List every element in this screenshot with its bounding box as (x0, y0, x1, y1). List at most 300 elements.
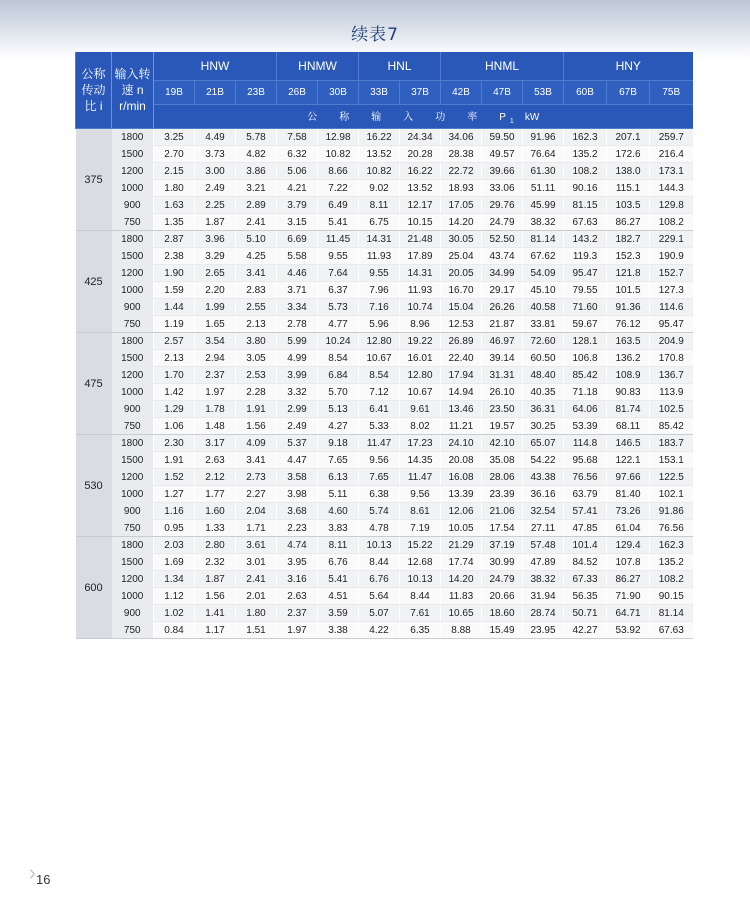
power-value-cell: 2.13 (154, 350, 195, 367)
power-value-cell: 12.53 (441, 316, 482, 333)
power-value-cell: 10.13 (400, 571, 441, 588)
power-value-cell: 2.49 (277, 418, 318, 435)
speed-cell: 1800 (112, 333, 154, 350)
power-value-cell: 1.12 (154, 588, 195, 605)
power-value-cell: 2.83 (236, 282, 277, 299)
table-row (76, 299, 693, 316)
power-value-cell: 4.77 (318, 316, 359, 333)
speed-cell: 1200 (112, 367, 154, 384)
table-row (76, 520, 693, 537)
power-value-cell: 86.27 (607, 214, 650, 231)
power-value-cell: 16.01 (400, 350, 441, 367)
size-header: 37B (400, 81, 441, 105)
table-row (76, 350, 693, 367)
table-row (76, 265, 693, 282)
power-value-cell: 6.69 (277, 231, 318, 248)
power-value-cell: 29.17 (482, 282, 523, 299)
power-value-cell: 2.12 (195, 469, 236, 486)
power-value-cell: 162.3 (650, 537, 693, 554)
power-value-cell: 39.14 (482, 350, 523, 367)
power-value-cell: 2.41 (236, 214, 277, 231)
power-value-cell: 23.50 (482, 401, 523, 418)
power-value-cell: 1.97 (195, 384, 236, 401)
power-value-cell: 3.41 (236, 452, 277, 469)
power-value-cell: 1.56 (195, 588, 236, 605)
power-value-cell: 23.39 (482, 486, 523, 503)
power-value-cell: 14.94 (441, 384, 482, 401)
power-value-cell: 8.54 (318, 350, 359, 367)
power-value-cell: 1.71 (236, 520, 277, 537)
speed-cell: 1800 (112, 435, 154, 452)
power-value-cell: 12.06 (441, 503, 482, 520)
power-value-cell: 5.13 (318, 401, 359, 418)
power-value-cell: 1.41 (195, 605, 236, 622)
table-row (76, 384, 693, 401)
power-value-cell: 7.12 (359, 384, 400, 401)
power-value-cell: 32.54 (523, 503, 564, 520)
power-value-cell: 3.83 (318, 520, 359, 537)
ratio-cell: 425 (76, 231, 112, 333)
power-value-cell: 2.89 (236, 197, 277, 214)
power-value-cell: 59.67 (564, 316, 607, 333)
power-value-cell: 57.48 (523, 537, 564, 554)
power-value-cell: 2.28 (236, 384, 277, 401)
ratio-cell: 375 (76, 129, 112, 231)
speed-cell: 1200 (112, 571, 154, 588)
power-value-cell: 17.74 (441, 554, 482, 571)
power-value-cell: 50.71 (564, 605, 607, 622)
speed-cell: 900 (112, 605, 154, 622)
power-value-cell: 1.91 (236, 401, 277, 418)
power-value-cell: 1.99 (195, 299, 236, 316)
power-value-cell: 4.22 (359, 622, 400, 639)
speed-cell: 1800 (112, 129, 154, 146)
power-value-cell: 37.19 (482, 537, 523, 554)
power-value-cell: 85.42 (564, 367, 607, 384)
power-value-cell: 5.37 (277, 435, 318, 452)
power-value-cell: 3.68 (277, 503, 318, 520)
power-value-cell: 2.38 (154, 248, 195, 265)
speed-cell: 1500 (112, 350, 154, 367)
power-value-cell: 4.47 (277, 452, 318, 469)
power-value-cell: 54.22 (523, 452, 564, 469)
series-header-hnml: HNML (441, 52, 564, 81)
power-value-cell: 14.20 (441, 214, 482, 231)
power-value-cell: 36.16 (523, 486, 564, 503)
table-row (76, 571, 693, 588)
power-value-cell: 2.55 (236, 299, 277, 316)
power-value-cell: 53.92 (607, 622, 650, 639)
power-value-cell: 135.2 (650, 554, 693, 571)
ratio-cell: 475 (76, 333, 112, 435)
power-value-cell: 29.76 (482, 197, 523, 214)
power-value-cell: 17.94 (441, 367, 482, 384)
power-value-cell: 30.25 (523, 418, 564, 435)
table-row (76, 418, 693, 435)
power-value-cell: 67.33 (564, 571, 607, 588)
power-value-cell: 10.65 (441, 605, 482, 622)
power-value-cell: 3.38 (318, 622, 359, 639)
power-value-cell: 10.15 (400, 214, 441, 231)
power-value-cell: 1.63 (154, 197, 195, 214)
power-value-cell: 8.88 (441, 622, 482, 639)
power-rating-table (75, 52, 693, 639)
power-value-cell: 3.61 (236, 537, 277, 554)
power-value-cell: 2.94 (195, 350, 236, 367)
power-value-cell: 106.8 (564, 350, 607, 367)
table-row (76, 333, 693, 350)
power-value-cell: 114.6 (650, 299, 693, 316)
power-value-cell: 26.89 (441, 333, 482, 350)
power-value-cell: 22.40 (441, 350, 482, 367)
speed-cell: 1000 (112, 282, 154, 299)
power-value-cell: 40.58 (523, 299, 564, 316)
power-value-cell: 10.24 (318, 333, 359, 350)
power-value-cell: 5.33 (359, 418, 400, 435)
power-value-cell: 2.78 (277, 316, 318, 333)
table-row (76, 537, 693, 554)
power-value-cell: 3.34 (277, 299, 318, 316)
power-value-cell: 1.90 (154, 265, 195, 282)
power-value-cell: 76.56 (650, 520, 693, 537)
table-row (76, 401, 693, 418)
power-value-cell: 54.09 (523, 265, 564, 282)
power-value-cell: 152.3 (607, 248, 650, 265)
size-header: 33B (359, 81, 400, 105)
power-value-cell: 3.96 (195, 231, 236, 248)
power-value-cell: 190.9 (650, 248, 693, 265)
power-value-cell: 16.08 (441, 469, 482, 486)
speed-cell: 900 (112, 197, 154, 214)
power-value-cell: 38.32 (523, 214, 564, 231)
power-value-cell: 8.96 (400, 316, 441, 333)
power-value-cell: 68.11 (607, 418, 650, 435)
power-value-cell: 24.10 (441, 435, 482, 452)
power-value-cell: 1.70 (154, 367, 195, 384)
speed-cell: 750 (112, 622, 154, 639)
power-value-cell: 7.64 (318, 265, 359, 282)
power-value-cell: 30.05 (441, 231, 482, 248)
power-value-cell: 119.3 (564, 248, 607, 265)
power-value-cell: 91.36 (607, 299, 650, 316)
unit-char: 称 (339, 112, 350, 123)
power-value-cell: 172.6 (607, 146, 650, 163)
power-value-cell: 2.99 (277, 401, 318, 418)
power-value-cell: 76.12 (607, 316, 650, 333)
speed-cell: 1200 (112, 163, 154, 180)
power-value-cell: 207.1 (607, 129, 650, 146)
power-value-cell: 24.34 (400, 129, 441, 146)
power-value-cell: 107.8 (607, 554, 650, 571)
size-header: 19B (154, 81, 195, 105)
power-value-cell: 6.38 (359, 486, 400, 503)
power-value-cell: 65.07 (523, 435, 564, 452)
power-value-cell: 27.11 (523, 520, 564, 537)
power-value-cell: 16.22 (359, 129, 400, 146)
power-value-cell: 135.2 (564, 146, 607, 163)
size-header: 60B (564, 81, 607, 105)
power-value-cell: 182.7 (607, 231, 650, 248)
power-value-cell: 102.1 (650, 486, 693, 503)
power-value-cell: 9.56 (400, 486, 441, 503)
power-value-cell: 33.06 (482, 180, 523, 197)
power-value-cell: 3.54 (195, 333, 236, 350)
power-value-cell: 5.99 (277, 333, 318, 350)
power-value-cell: 5.10 (236, 231, 277, 248)
power-value-cell: 7.65 (318, 452, 359, 469)
power-value-cell: 1.69 (154, 554, 195, 571)
power-value-cell: 146.5 (607, 435, 650, 452)
power-value-cell: 81.40 (607, 486, 650, 503)
table-row (76, 248, 693, 265)
power-value-cell: 2.23 (277, 520, 318, 537)
power-value-cell: 17.23 (400, 435, 441, 452)
power-value-cell: 91.96 (523, 129, 564, 146)
power-value-cell: 143.2 (564, 231, 607, 248)
power-value-cell: 127.3 (650, 282, 693, 299)
power-value-cell: 2.37 (195, 367, 236, 384)
speed-cell: 1500 (112, 146, 154, 163)
power-value-cell: 3.05 (236, 350, 277, 367)
power-value-cell: 1.42 (154, 384, 195, 401)
power-value-cell: 3.25 (154, 129, 195, 146)
power-value-cell: 95.47 (650, 316, 693, 333)
power-value-cell: 3.41 (236, 265, 277, 282)
series-header-hnl: HNL (359, 52, 441, 81)
power-value-cell: 2.49 (195, 180, 236, 197)
power-value-cell: 1.19 (154, 316, 195, 333)
size-header: 75B (650, 81, 693, 105)
power-value-cell: 73.26 (607, 503, 650, 520)
power-value-cell: 2.65 (195, 265, 236, 282)
power-value-cell: 3.98 (277, 486, 318, 503)
table-row (76, 282, 693, 299)
unit-char: kW (524, 112, 540, 123)
power-value-cell: 38.32 (523, 571, 564, 588)
power-value-cell: 19.22 (400, 333, 441, 350)
power-value-cell: 31.31 (482, 367, 523, 384)
power-value-cell: 81.15 (564, 197, 607, 214)
page-number: 16 (36, 872, 51, 887)
power-value-cell: 138.0 (607, 163, 650, 180)
table-row (76, 231, 693, 248)
power-value-cell: 63.79 (564, 486, 607, 503)
power-value-cell: 2.03 (154, 537, 195, 554)
table-row (76, 129, 693, 146)
power-value-cell: 5.41 (318, 571, 359, 588)
power-value-cell: 2.80 (195, 537, 236, 554)
power-value-cell: 5.96 (359, 316, 400, 333)
power-value-cell: 56.35 (564, 588, 607, 605)
power-value-cell: 16.22 (400, 163, 441, 180)
power-value-cell: 14.31 (359, 231, 400, 248)
power-value-cell: 162.3 (564, 129, 607, 146)
power-value-cell: 13.52 (359, 146, 400, 163)
speed-cell: 1200 (112, 265, 154, 282)
power-value-cell: 1.65 (195, 316, 236, 333)
power-value-cell: 34.99 (482, 265, 523, 282)
power-value-cell: 85.42 (650, 418, 693, 435)
table-row (76, 146, 693, 163)
power-value-cell: 11.47 (359, 435, 400, 452)
power-value-cell: 3.16 (277, 571, 318, 588)
unit-char: 率 (467, 112, 478, 123)
power-value-cell: 18.93 (441, 180, 482, 197)
power-value-cell: 6.84 (318, 367, 359, 384)
unit-char: 入 (403, 112, 414, 123)
ratio-column-header: 公称 传动 比 i (76, 52, 112, 129)
speed-cell: 1000 (112, 384, 154, 401)
power-value-cell: 10.67 (400, 384, 441, 401)
power-value-cell: 2.70 (154, 146, 195, 163)
power-value-cell: 2.32 (195, 554, 236, 571)
power-value-cell: 12.80 (359, 333, 400, 350)
power-value-cell: 20.66 (482, 588, 523, 605)
power-value-cell: 2.63 (195, 452, 236, 469)
speed-cell: 1000 (112, 588, 154, 605)
power-value-cell: 71.60 (564, 299, 607, 316)
power-value-cell: 45.10 (523, 282, 564, 299)
power-value-cell: 23.95 (523, 622, 564, 639)
power-value-cell: 7.19 (400, 520, 441, 537)
power-value-cell: 12.80 (400, 367, 441, 384)
power-value-cell: 67.62 (523, 248, 564, 265)
unit-char: P (499, 112, 506, 123)
power-value-cell: 3.21 (236, 180, 277, 197)
power-value-cell: 1.91 (154, 452, 195, 469)
power-value-cell: 46.97 (482, 333, 523, 350)
power-value-cell: 42.27 (564, 622, 607, 639)
power-value-cell: 5.70 (318, 384, 359, 401)
power-value-cell: 4.46 (277, 265, 318, 282)
size-header: 67B (607, 81, 650, 105)
power-value-cell: 9.56 (359, 452, 400, 469)
table-row (76, 469, 693, 486)
speed-cell: 1200 (112, 469, 154, 486)
power-value-cell: 64.06 (564, 401, 607, 418)
power-value-cell: 26.10 (482, 384, 523, 401)
power-value-cell: 2.20 (195, 282, 236, 299)
power-value-cell: 43.74 (482, 248, 523, 265)
size-header: 21B (195, 81, 236, 105)
power-value-cell: 45.99 (523, 197, 564, 214)
power-value-cell: 1.17 (195, 622, 236, 639)
power-value-cell: 47.85 (564, 520, 607, 537)
power-value-cell: 3.73 (195, 146, 236, 163)
power-value-cell: 8.44 (359, 554, 400, 571)
power-value-cell: 33.81 (523, 316, 564, 333)
table-row (76, 316, 693, 333)
unit-char: 输 (371, 112, 382, 123)
power-value-cell: 7.58 (277, 129, 318, 146)
power-value-cell: 1.52 (154, 469, 195, 486)
power-value-cell: 4.82 (236, 146, 277, 163)
power-value-cell: 1.78 (195, 401, 236, 418)
power-value-cell: 61.30 (523, 163, 564, 180)
power-value-cell: 53.39 (564, 418, 607, 435)
power-value-cell: 153.1 (650, 452, 693, 469)
unit-subscript: 1 (509, 118, 514, 125)
power-value-cell: 9.02 (359, 180, 400, 197)
power-value-cell: 47.89 (523, 554, 564, 571)
power-value-cell: 5.78 (236, 129, 277, 146)
power-value-cell: 152.7 (650, 265, 693, 282)
power-value-cell: 90.16 (564, 180, 607, 197)
power-value-cell: 86.27 (607, 571, 650, 588)
power-value-cell: 1.97 (277, 622, 318, 639)
power-value-cell: 7.65 (359, 469, 400, 486)
power-value-cell: 16.70 (441, 282, 482, 299)
power-value-cell: 17.54 (482, 520, 523, 537)
power-value-cell: 17.05 (441, 197, 482, 214)
power-value-cell: 12.17 (400, 197, 441, 214)
power-value-cell: 114.8 (564, 435, 607, 452)
power-value-cell: 1.06 (154, 418, 195, 435)
speed-cell: 1800 (112, 231, 154, 248)
power-value-cell: 48.40 (523, 367, 564, 384)
power-value-cell: 6.37 (318, 282, 359, 299)
power-value-cell: 17.89 (400, 248, 441, 265)
speed-cell: 1500 (112, 248, 154, 265)
power-value-cell: 95.68 (564, 452, 607, 469)
power-value-cell: 102.5 (650, 401, 693, 418)
power-value-cell: 3.15 (277, 214, 318, 231)
power-value-cell: 2.37 (277, 605, 318, 622)
power-value-cell: 163.5 (607, 333, 650, 350)
speed-column-header: 输入转 速 n r/min (112, 52, 154, 129)
power-value-cell: 2.25 (195, 197, 236, 214)
power-value-cell: 3.80 (236, 333, 277, 350)
page-title: 续表7 (351, 25, 399, 45)
power-value-cell: 11.45 (318, 231, 359, 248)
power-value-cell: 9.18 (318, 435, 359, 452)
power-value-cell: 6.76 (359, 571, 400, 588)
speed-cell: 900 (112, 503, 154, 520)
unit-header (154, 105, 693, 129)
power-value-cell: 9.55 (359, 265, 400, 282)
power-value-cell: 103.5 (607, 197, 650, 214)
power-value-cell: 4.49 (195, 129, 236, 146)
ratio-cell: 600 (76, 537, 112, 639)
table-row (76, 163, 693, 180)
power-value-cell: 121.8 (607, 265, 650, 282)
power-value-cell: 4.99 (277, 350, 318, 367)
power-value-cell: 51.11 (523, 180, 564, 197)
power-value-cell: 1.77 (195, 486, 236, 503)
power-value-cell: 229.1 (650, 231, 693, 248)
unit-char: 公 (307, 112, 318, 123)
power-value-cell: 108.9 (607, 367, 650, 384)
power-value-cell: 129.8 (650, 197, 693, 214)
power-value-cell: 11.21 (441, 418, 482, 435)
power-value-cell: 129.4 (607, 537, 650, 554)
power-value-cell: 5.58 (277, 248, 318, 265)
power-value-cell: 30.99 (482, 554, 523, 571)
speed-cell: 750 (112, 214, 154, 231)
power-value-cell: 64.71 (607, 605, 650, 622)
power-value-cell: 115.1 (607, 180, 650, 197)
power-value-cell: 22.72 (441, 163, 482, 180)
power-value-cell: 28.38 (441, 146, 482, 163)
power-value-cell: 1.29 (154, 401, 195, 418)
power-value-cell: 1.27 (154, 486, 195, 503)
power-value-cell: 11.83 (441, 588, 482, 605)
speed-cell: 750 (112, 520, 154, 537)
power-value-cell: 204.9 (650, 333, 693, 350)
power-value-cell: 2.13 (236, 316, 277, 333)
speed-cell: 900 (112, 299, 154, 316)
power-value-cell: 1.56 (236, 418, 277, 435)
